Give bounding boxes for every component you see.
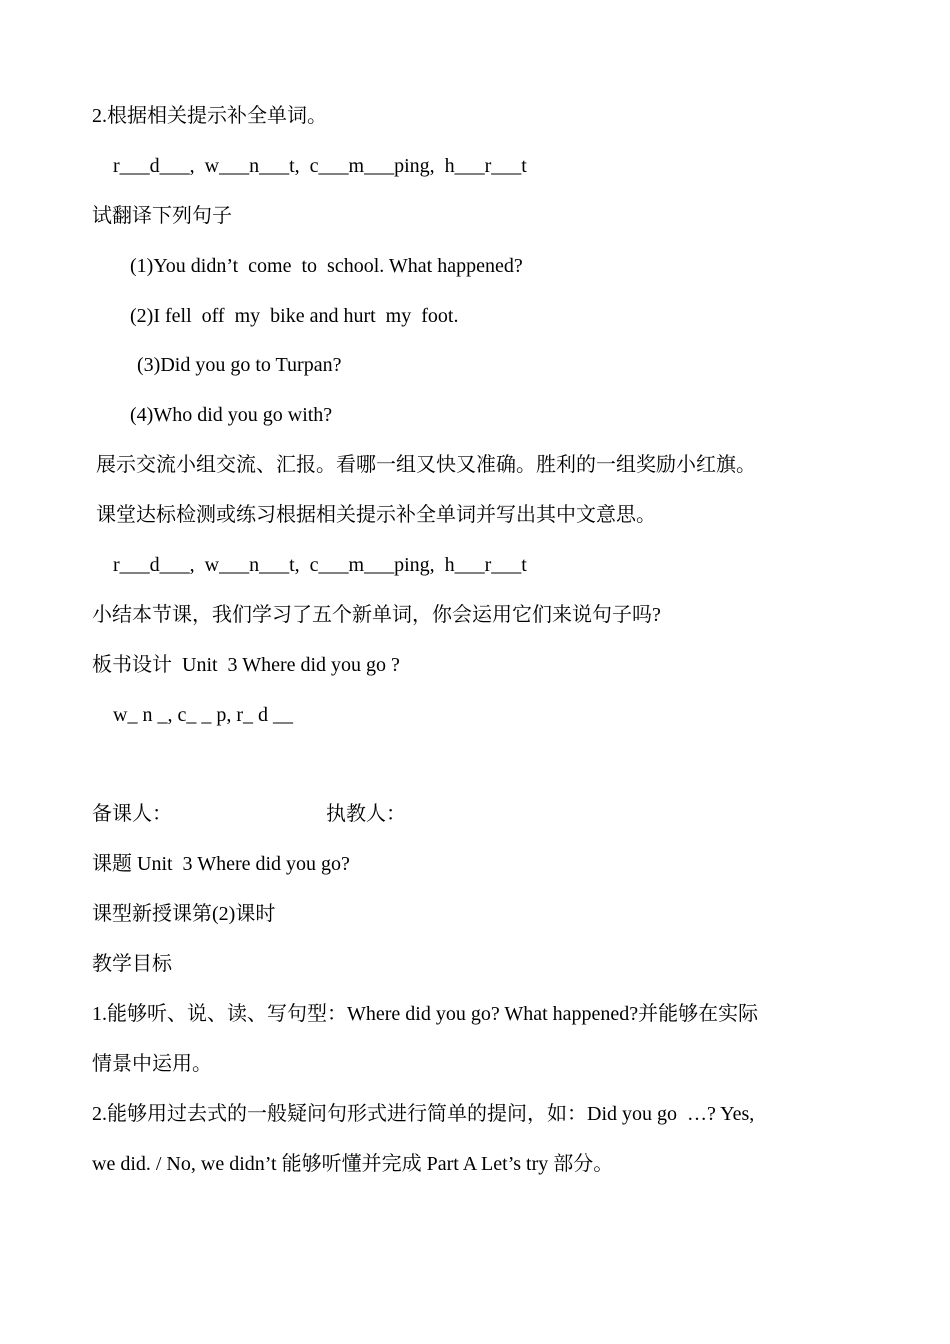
sentence-1: (1)You didn’t come to school. What happened? (130, 255, 523, 277)
word-blanks-line: r___d___, w___n___t, c___m___ping, h___r___t (113, 155, 527, 177)
teacher-label: 执教人： (326, 803, 406, 825)
exercise-2-heading: 2.根据相关提示补全单词。 (92, 105, 327, 127)
translate-heading: 试翻译下列句子 (92, 205, 232, 227)
classroom-check-text: 课堂达标检测或练习根据相关提示补全单词并写出其中文意思。 (96, 504, 656, 526)
goal-1-line-1: 1.能够听、说、读、写句型：Where did you go? What happened?并能够在实际 (92, 1003, 759, 1025)
sentence-4: (4)Who did you go with? (130, 404, 333, 426)
lesson-preparer-label: 备课人： (92, 803, 172, 825)
sentence-2: (2)I fell off my bike and hurt my foot. (130, 305, 459, 327)
teaching-goals-heading: 教学目标 (92, 953, 172, 975)
sentence-3: (3)Did you go to Turpan? (137, 354, 342, 376)
board-design-words: w_ n _, c_ _ p, r_ d __ (113, 704, 293, 726)
goal-2-line-1: 2.能够用过去式的一般疑问句形式进行简单的提问，如：Did you go …? Yes, (92, 1103, 755, 1125)
board-design-heading: 板书设计 Unit 3 Where did you go ? (92, 654, 400, 676)
lesson-type: 课型新授课第(2)课时 (92, 903, 276, 925)
summary-text: 小结本节课，我们学习了五个新单词，你会运用它们来说句子吗? (92, 604, 661, 626)
goal-1-line-2: 情景中运用。 (92, 1053, 212, 1075)
goal-2-line-2: we did. / No, we didn’t 能够听懂并完成 Part A Let’s try 部分。 (92, 1153, 614, 1175)
group-exchange-text: 展示交流小组交流、汇报。看哪一组又快又准确。胜利的一组奖励小红旗。 (96, 454, 756, 476)
word-blanks-line-2: r___d___, w___n___t, c___m___ping, h___r___t (113, 554, 527, 576)
lesson-topic: 课题 Unit 3 Where did you go? (92, 853, 350, 875)
